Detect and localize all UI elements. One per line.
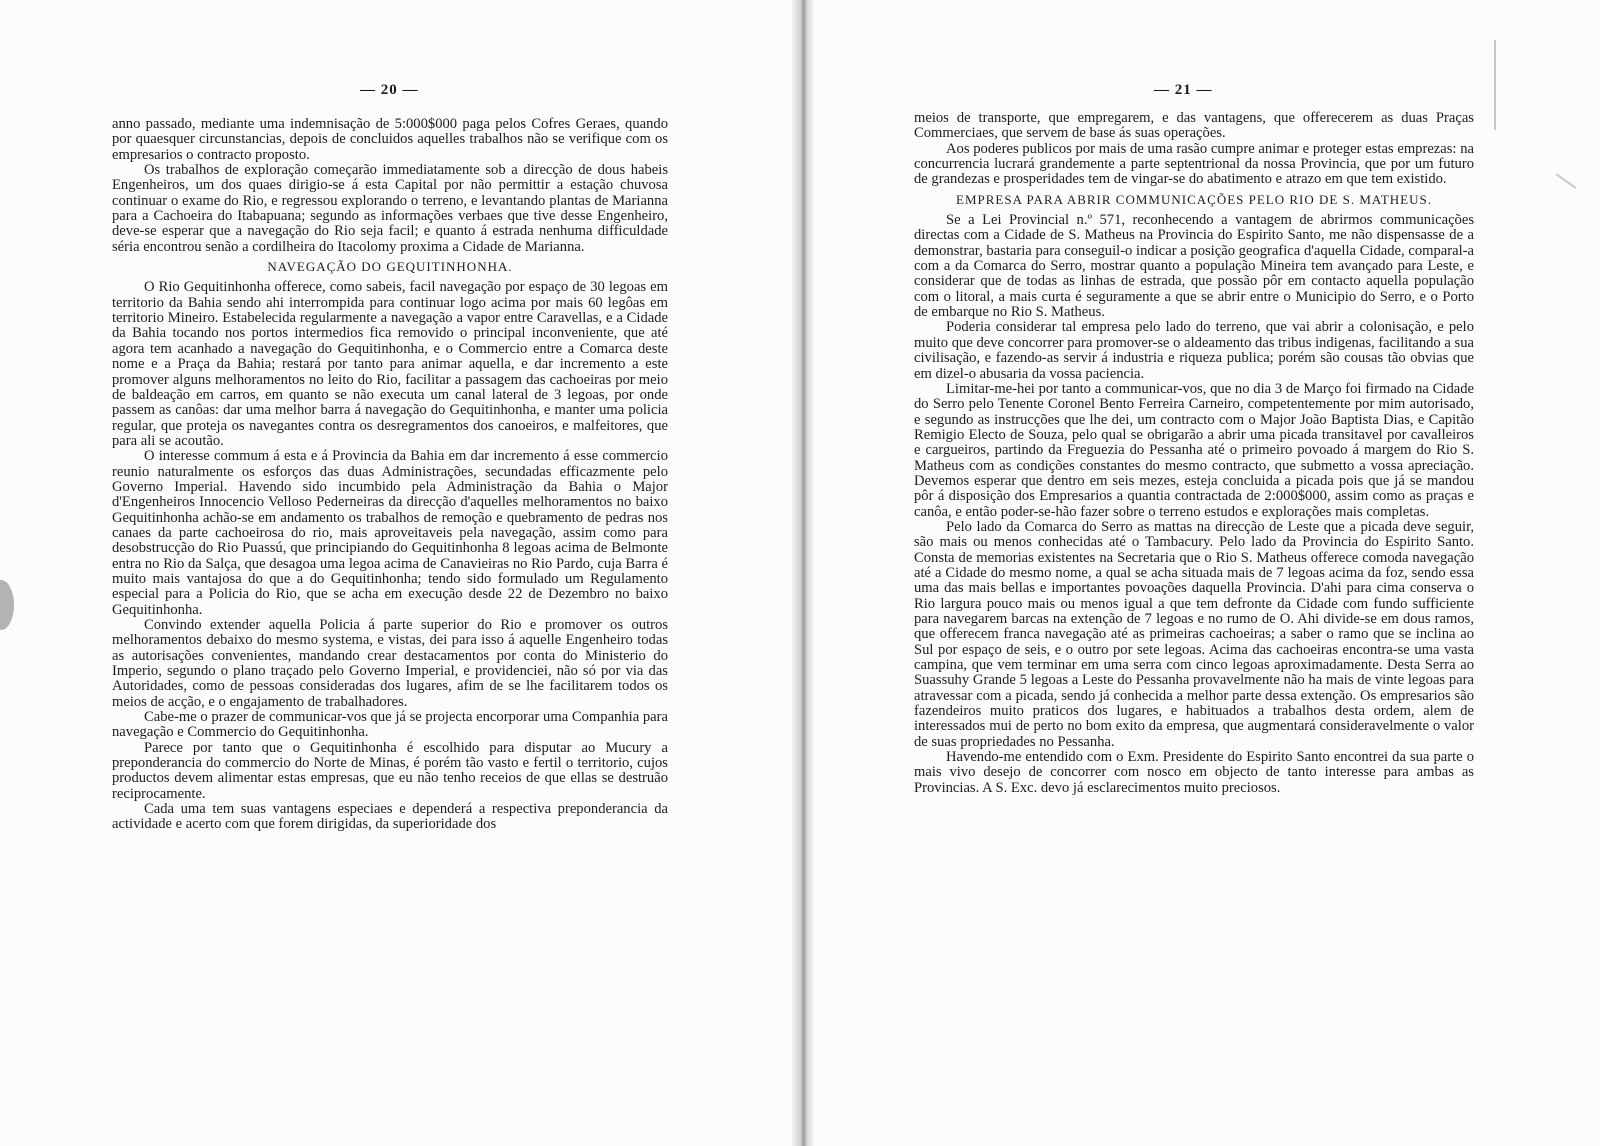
left-page-text [112,117,668,833]
paragraph: anno passado, mediante uma indemnisação de 5:000$000 paga pelos Cofres Geraes, quando por quaesquer circunstancias, depois de concluidos aquelles trabalhos não se verifique com os empresarios o contracto proposto. [112,116,668,163]
section-heading-gequitinhonha: NAVEGAÇÃO DO GEQUITINHONHA. [267,259,513,275]
paragraph: Cabe-me o prazer de communicar-vos que já se projecta encorporar uma Companhia para navegação e Commercio do Gequitinhonha. [112,709,668,741]
paragraph: Cada uma tem suas vantagens especiaes e dependerá a respectiva preponderancia da actividade e acerto com que forem dirigidas, da superioridade dos [112,801,668,833]
left-page-number: — 20 — [360,82,419,98]
paragraph: Parece por tanto que o Gequitinhonha é escolhido para disputar ao Mucury a preponderancia do commercio do Norte de Minas, é porém tão vasto e fertil o territorio, cujos productos devem alimentar estas empresas, que eu não tenho receios de que ellas se destruão reciprocamente. [112,739,668,802]
right-page [814,0,1600,1146]
paragraph: Limitar-me-hei por tanto a communicar-vos, que no dia 3 de Março foi firmado na Cidade do Serro pelo Tenente Coronel Bento Ferreira Carneiro, competentemente por mim autorisado, e segundo as instrucções que lhe dei, um contracto com o Major João Baptista Dias, e Capitão Remigio Electo de Souza, pelo qual se obrigarão a abrir uma picada transitavel por cavalleiros e cargueiros, partindo da Freguezia do Pessanha até o primeiro povoado á margem do Rio S. Matheus com as condições constantes do mesmo contracto, que submetto a vossa apreciação. Devemos esperar que dentro em seis mezes, esteja concluida a picada pois que já se mandou pôr á disposição dos Empresarios a quantia contractada de 2:000$000, assim como as praças e canôa, e então poder-se-hão fazer sobre o terreno estudos e explorações mais completas. [914,380,1474,520]
paragraph: Convindo extender aquella Policia á parte superior do Rio e promover os outros melhoramentos debaixo do mesmo systema, e vistas, dei para isso á aquelle Engenheiro todas as autorisações convenientes, mandando crear destacamentos por conta do Ministerio do Imperio, segundo o plano traçado pelo Governo Imperial, e providenciei, não só por via das Autoridades, como de pessoas consideradas dos lugares, afim de se lhe facilitarem todos os meios de acção, e o engajamento de trabalhadores. [112,617,668,710]
right-page-text [914,111,1474,796]
paragraph: O Rio Gequitinhonha offerece, como sabeis, facil navegação por espaço de 30 legoas em territorio da Bahia sendo ahi interrompida para continuar logo acima por mais 60 legôas em territorio Mineiro. Estabelecida regularmente a navegação a vapor entre Caravellas, e a Cidade da Bahia tocando nos portos intermedios fica removido o principal inconveniente, que até agora tem acanhado a navegação do Gequitinhonha, e o Commercio entre a Comarca deste nome e a Praça da Bahia; restará por tanto para animar aquella, e dar incremento a este promover alguns melhoramentos no leito do Rio, facilitar a passagem das cachoeiras por meio de baldeação em carros, em quanto se não executa um canal lateral de 3 legoas, por onde passem as canôas: dar uma melhor barra á navegação do Gequitinhonha, e manter uma policia regular, que proteja os navegantes contra os desregramentos dos canoeiros, e malfeitores, que para ali se acoutão. [112,279,668,449]
right-page-number: — 21 — [1154,82,1213,98]
paragraph: Os trabalhos de exploração começarão immediatamente sob a direcção de dous habeis Engenheiros, um dos quaes dirigio-se á esta Capital por não permittir a estação chuvosa continuar o exame do Rio, e regressou explorando o terreno, e levantando plantas de Marianna para a Cachoeira do Itabapuana; segundo as informações verbaes que tive desse Engenheiro, deve-se esperar que a navegação do Rio seja facil; e quanto á estrada nenhuma difficuldade séria encontrou senão a cordilheira do Itacolomy proxima a Cidade de Marianna. [112,162,668,255]
paragraph: Havendo-me entendido com o Exm. Presidente do Espirito Santo encontrei da sua parte o mais vivo desejo de concorrer com nosco em objecto de tanto interesse para ambas as Provincias. A S. Exc. devo já esclarecimentos muito preciosos. [914,749,1474,796]
paragraph: meios de transporte, que empregarem, e das vantagens, que offerecerem as duas Praças Commerciaes, que servem de base ás suas operações. [914,110,1474,142]
section-heading-s-matheus: EMPRESA PARA ABRIR COMMUNICAÇÕES PELO RIO DE S. MATHEUS. [956,191,1432,207]
page-edge-mark [1556,173,1577,188]
page-edge-shadow [0,580,14,630]
paragraph: Aos poderes publicos por mais de uma rasão cumpre animar e proteger estas emprezas: na concurrencia lucrará grandemente a parte septentrional da nossa Provincia, que por um futuro de grandezas e prosperidades tem de vingar-se do abatimento e atrazo em que tem existido. [914,140,1474,188]
paragraph: Pelo lado da Comarca do Serro as mattas na direcção de Leste que a picada deve seguir, são mais ou menos conhecidas até o Tambacury. Pelo lado da Provincia do Espirito Santo. Consta de memorias existentes na Secretaria que o Rio S. Matheus offerece comoda navegação até a Cidade do mesmo nome, a qual se acha situada mais de 7 legoas acima da foz, sendo essa uma das mais bellas e importantes povoações daquella Provincia. D'ahi para cima conserva o Rio largura pouco mais ou menos igual a que tem defronte da Cidade com fundo sufficiente para navegarem barcas na extenção de 7 legoas e no rumo de O. Ahi divide-se em dous ramos, que offerecem franca navegação até as primeiras cachoeiras; a saber o ramo que se inclina ao Sul por espaço de seis, e o outro por sete legoas. Acima das cachoeiras encontra-se uma vasta campina, que vem terminar em uma serra com cinco legoas aproximadamente. Desta Serra ao Suassuhy Grande 5 legoas a Leste do Pessanha provavelmente não ha mais de vinte legoas para atravessar com a picada, sendo já conhecida a melhor parte dessa extenção. Os empresarios são fazendeiros muito praticos dos lugares, e habituados a trabalhos desta ordem, alem de interessados mui de perto no bom exito da empresa, que augmentará consideravelmente o valor de suas propriedades no Pessanha. [914,518,1474,750]
paragraph: Poderia considerar tal empresa pelo lado do terreno, que vai abrir a colonisação, e pelo muito que deve concorrer para promover-se o aldeamento das tribus indigenas, facilitando a sua civilisação, e fazendo-as servir á industria e riqueza publica; porém são cousas tão obvias que em dizel-o abusaria da vossa paciencia. [914,319,1474,382]
paragraph: O interesse commum á esta e á Provincia da Bahia em dar incremento á esse commercio reunio naturalmente os esforços das duas Administrações, secundadas efficazmente pelo Governo Imperial. Havendo sido incumbido pela Administração da Bahia o Major d'Engenheiros Innocencio Velloso Pederneiras da direcção d'aquelles melhoramentos no baixo Gequitinhonha achão-se em andamento os trabalhos de remoção e quebramento de pedras nos canaes da parte cachoeirosa do rio, mais aproveitaveis pela navegação, assim como para desobstrucção do Rio Puassú, que principiando do Gequitinhonha 8 legoas acima de Belmonte entra no Rio da Salça, que desagoa uma legoa acima de Canavieiras no Rio Pardo, cuja Barra é muito mais vantajosa do que a do Gequitinhonha; tendo sido formulado um Regulamento especial para a Policia do Rio, que se acha em execução desde 22 de Dezembro no baixo Gequitinhonha. [112,448,668,618]
paragraph: Se a Lei Provincial n.º 571, reconhecendo a vantagem de abrirmos communicações directas com a Cidade de S. Matheus na Provincia do Espirito Santo, me não dispensasse de a demonstrar, bastaria para conseguil-o indicar a posição geografica d'aquella Cidade, comparal-a com a da Comarca do Serro, mostrar quanto a população Mineira tem avançado para Leste, e considerar que de todas as linhas de estrada, que possão pôr em contacto aquella população com o litoral, a mais curta é seguramente a que se abrir entre o Municipio do Serro, e o Porto de embarque no Rio S. Matheus. [914,212,1474,321]
left-page [0,0,792,1146]
book-gutter [792,0,814,1146]
page-edge-mark [1494,40,1496,130]
